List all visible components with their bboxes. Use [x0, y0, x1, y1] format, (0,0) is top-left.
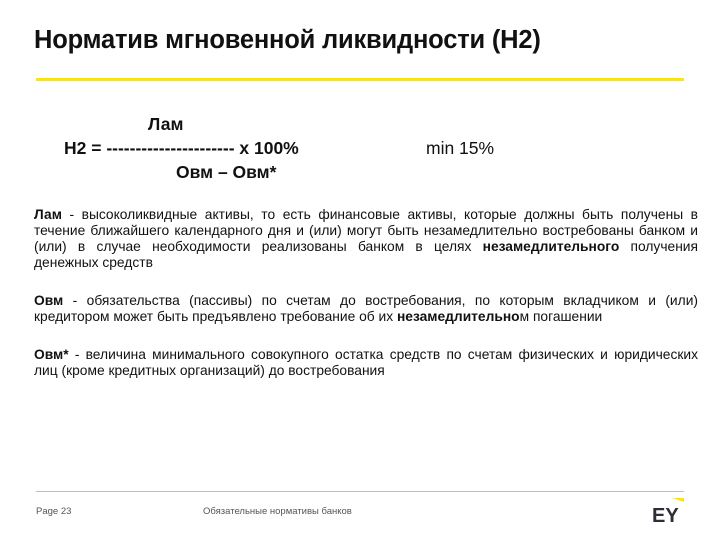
ey-logo-beam	[672, 498, 684, 502]
definition-text: м погашении	[519, 309, 603, 324]
definition-lam	[34, 207, 698, 271]
definition-emphasis: незамедлительного	[482, 239, 620, 254]
definition-text: получения денежных средств	[34, 239, 698, 270]
footer-divider	[36, 491, 684, 492]
definition-text: - обязательства (пассивы) по счетам до востребования, по которым вкладчиком и (или) кредитором может быть предъявлено требование об их	[34, 293, 698, 324]
formula-numerator: Лам	[148, 114, 184, 134]
definitions	[34, 207, 698, 401]
definition-emphasis: незамедлительно	[396, 309, 520, 324]
definition-term: Овм	[34, 293, 64, 308]
slide-title: Норматив мгновенной ликвидности (Н2)	[34, 26, 541, 54]
formula-minimum: min 15%	[426, 138, 495, 158]
definition-term: Овм*	[34, 347, 69, 362]
footer-title: Обязательные нормативы банков	[203, 506, 352, 517]
page-number: Page 23	[36, 506, 72, 517]
ey-logo-text: EY	[652, 505, 679, 524]
definition-term: Лам	[34, 207, 62, 222]
definition-ovm-star	[34, 347, 698, 379]
ey-logo	[652, 498, 684, 524]
definition-ovm	[34, 293, 698, 325]
definition-text: - величина минимального совокупного остатка средств по счетам физических и юридических лиц (кроме кредитных организаций) до востребования	[34, 347, 698, 378]
formula-denominator: Овм – Овм*	[176, 162, 277, 182]
title-underline	[36, 78, 684, 81]
definition-text: - высоколиквидные активы, то есть финансовые активы, которые должны быть получены в течение ближайшего календарного дня и (или) могут быть незамедлительно востребованы банком и (или) в случае необходимости реализованы банком в целях	[34, 207, 698, 254]
formula-main-line: Н2 = ---------------------- х 100%	[64, 138, 299, 158]
